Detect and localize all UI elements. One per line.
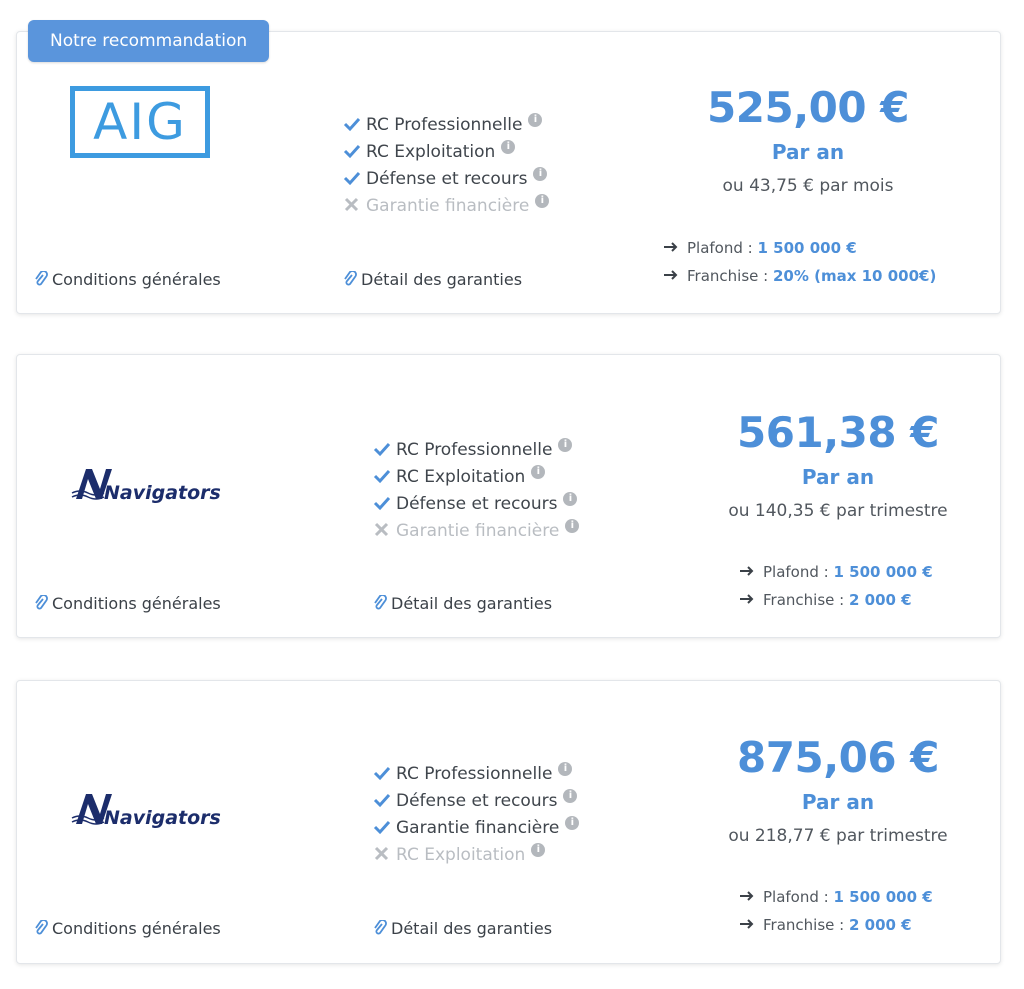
installment-price: ou 43,75 € par mois <box>722 176 894 196</box>
feature-item-excluded: RC Exploitation i <box>373 843 579 870</box>
navigators-logo <box>70 788 221 828</box>
aig-logo: AIG <box>70 86 210 158</box>
check-icon <box>373 765 391 781</box>
paperclip-icon <box>34 920 48 936</box>
detail-garanties-link[interactable]: Détail des garanties <box>373 919 552 938</box>
cross-icon <box>373 522 391 538</box>
recommendation-badge: Notre recommandation <box>28 20 269 62</box>
price-block <box>688 409 988 521</box>
franchise-row: Franchise : 2 000 € <box>739 916 933 944</box>
feature-item: Défense et recours i <box>373 492 579 519</box>
navigators-logo <box>70 463 221 503</box>
check-icon <box>373 495 391 511</box>
annual-price: 875,06 € <box>737 733 939 782</box>
info-icon[interactable]: i <box>558 762 572 776</box>
price-block <box>688 734 988 846</box>
plafond-row: Plafond : 1 500 000 € <box>663 239 936 267</box>
info-icon[interactable]: i <box>563 492 577 506</box>
annual-price: 561,38 € <box>737 408 939 457</box>
installment-price: ou 140,35 € par trimestre <box>728 501 948 521</box>
check-icon <box>343 170 361 186</box>
feature-item: RC Professionnelle i <box>343 113 549 140</box>
arrow-right-icon <box>739 593 755 605</box>
svg-text:Navigators: Navigators <box>104 482 221 503</box>
conditions-generales-link[interactable]: Conditions générales <box>34 594 221 613</box>
check-icon <box>373 819 391 835</box>
paperclip-icon <box>373 920 387 936</box>
price-period: Par an <box>771 140 845 164</box>
plafond-value: 1 500 000 € <box>757 239 857 257</box>
info-icon[interactable]: i <box>535 194 549 208</box>
feature-item: RC Exploitation i <box>373 465 579 492</box>
check-icon <box>373 441 391 457</box>
franchise-row: Franchise : 2 000 € <box>739 591 933 619</box>
feature-item: RC Exploitation i <box>343 140 549 167</box>
feature-list <box>373 762 579 870</box>
check-icon <box>373 468 391 484</box>
feature-item: RC Professionnelle i <box>373 438 579 465</box>
franchise-value: 2 000 € <box>848 916 912 934</box>
annual-price: 525,00 € <box>707 83 909 132</box>
plafond-row: Plafond : 1 500 000 € <box>739 563 933 591</box>
detail-garanties-link[interactable]: Détail des garanties <box>373 594 552 613</box>
arrow-right-icon <box>739 565 755 577</box>
conditions-generales-link[interactable]: Conditions générales <box>34 270 221 289</box>
feature-item-excluded: Garantie financière i <box>343 194 549 221</box>
franchise-value: 2 000 € <box>848 591 912 609</box>
svg-text:Navigators: Navigators <box>104 807 221 828</box>
feature-list <box>373 438 579 546</box>
plafond-value: 1 500 000 € <box>833 563 933 581</box>
price-period: Par an <box>801 465 875 489</box>
price-block <box>658 84 958 196</box>
arrow-right-icon <box>739 890 755 902</box>
info-icon[interactable]: i <box>558 438 572 452</box>
cross-icon <box>343 197 361 213</box>
info-icon[interactable]: i <box>531 843 545 857</box>
plafond-row: Plafond : 1 500 000 € <box>739 888 933 916</box>
check-icon <box>343 116 361 132</box>
feature-item-excluded: Garantie financière i <box>373 519 579 546</box>
check-icon <box>343 143 361 159</box>
info-icon[interactable]: i <box>533 167 547 181</box>
detail-garanties-link[interactable]: Détail des garanties <box>343 270 522 289</box>
feature-item: Garantie financière i <box>373 816 579 843</box>
paperclip-icon <box>34 271 48 287</box>
plafond-value: 1 500 000 € <box>833 888 933 906</box>
installment-price: ou 218,77 € par trimestre <box>728 826 948 846</box>
feature-list <box>343 113 549 221</box>
limits <box>663 239 936 295</box>
limits <box>739 888 933 944</box>
limits <box>739 563 933 619</box>
arrow-right-icon <box>663 241 679 253</box>
feature-item: RC Professionnelle i <box>373 762 579 789</box>
paperclip-icon <box>373 595 387 611</box>
feature-item: Défense et recours i <box>373 789 579 816</box>
info-icon[interactable]: i <box>563 789 577 803</box>
feature-item: Défense et recours i <box>343 167 549 194</box>
franchise-value: 20% (max 10 000€) <box>772 267 937 285</box>
paperclip-icon <box>34 595 48 611</box>
info-icon[interactable]: i <box>565 816 579 830</box>
info-icon[interactable]: i <box>565 519 579 533</box>
info-icon[interactable]: i <box>531 465 545 479</box>
price-period: Par an <box>801 790 875 814</box>
franchise-row: Franchise : 20% (max 10 000€) <box>663 267 936 295</box>
info-icon[interactable]: i <box>528 113 542 127</box>
arrow-right-icon <box>663 269 679 281</box>
conditions-generales-link[interactable]: Conditions générales <box>34 919 221 938</box>
cross-icon <box>373 846 391 862</box>
check-icon <box>373 792 391 808</box>
paperclip-icon <box>343 271 357 287</box>
info-icon[interactable]: i <box>501 140 515 154</box>
arrow-right-icon <box>739 918 755 930</box>
